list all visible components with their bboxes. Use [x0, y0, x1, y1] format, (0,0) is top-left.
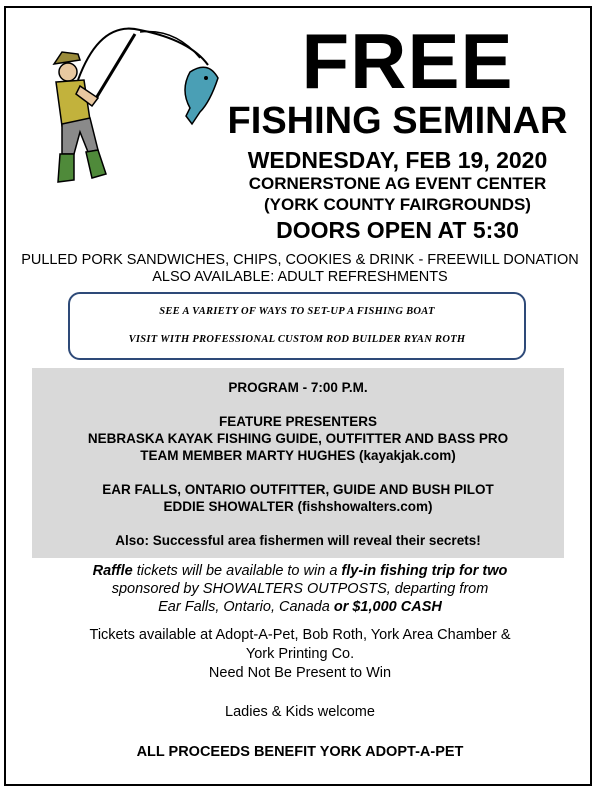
ticket-locations: Tickets available at Adopt-A-Pet, Bob Roth, York Area Chamber &: [89, 627, 511, 643]
headline-free: FREE: [301, 17, 514, 105]
proceeds-footer: ALL PROCEEDS BENEFIT YORK ADOPT-A-PET: [136, 744, 464, 760]
doors-open-time: DOORS OPEN AT 5:30: [276, 217, 519, 243]
event-date: WEDNESDAY, FEB 19, 2020: [247, 147, 548, 173]
event-venue-detail: (YORK COUNTY FAIRGROUNDS): [264, 195, 531, 214]
need-not-be-present: Need Not Be Present to Win: [208, 665, 392, 681]
raffle-prize: fly-in fishing trip for two: [341, 563, 508, 579]
presenter-1: NEBRASKA KAYAK FISHING GUIDE, OUTFITTER AND BASS PRO: [87, 431, 509, 446]
raffle-text: tickets will be available to win a: [132, 563, 342, 579]
raffle-line-1: [0, 563, 600, 579]
raffle-location: Ear Falls, Ontario, Canada: [158, 599, 334, 615]
raffle-word: Raffle: [92, 563, 133, 579]
presenter-2: EAR FALLS, ONTARIO OUTFITTER, GUIDE AND BUSH PILOT: [102, 482, 494, 497]
highlight-boat-setup: SEE A VARIETY OF WAYS TO SET-UP A FISHING BOAT: [159, 306, 435, 317]
welcome-note: Ladies & Kids welcome: [225, 704, 375, 720]
highlights-box: [68, 292, 526, 360]
food-info: PULLED PORK SANDWICHES, CHIPS, COOKIES & DRINK - FREEWILL DONATION: [21, 252, 579, 268]
raffle-line-2: sponsored by SHOWALTERS OUTPOSTS, departing from: [111, 581, 489, 597]
headline-fishing-seminar: FISHING SEMINAR: [227, 100, 568, 142]
program-box: [32, 368, 564, 558]
event-venue: CORNERSTONE AG EVENT CENTER: [248, 174, 547, 193]
presenter-2-name: EDDIE SHOWALTER (fishshowalters.com): [163, 499, 433, 514]
program-time: PROGRAM - 7:00 P.M.: [228, 380, 368, 395]
raffle-cash-option: or $1,000 CASH: [333, 599, 442, 615]
refreshments-info: ALSO AVAILABLE: ADULT REFRESHMENTS: [152, 269, 448, 285]
presenter-1-name: TEAM MEMBER MARTY HUGHES (kayakjak.com): [140, 448, 456, 463]
ticket-locations-cont: York Printing Co.: [245, 646, 355, 662]
feature-presenters-heading: FEATURE PRESENTERS: [218, 414, 378, 429]
program-also: Also: Successful area fishermen will reveal their secrets!: [115, 533, 481, 548]
highlight-rod-builder: VISIT WITH PROFESSIONAL CUSTOM ROD BUILDER RYAN ROTH: [128, 334, 466, 345]
raffle-line-3: [0, 599, 600, 615]
